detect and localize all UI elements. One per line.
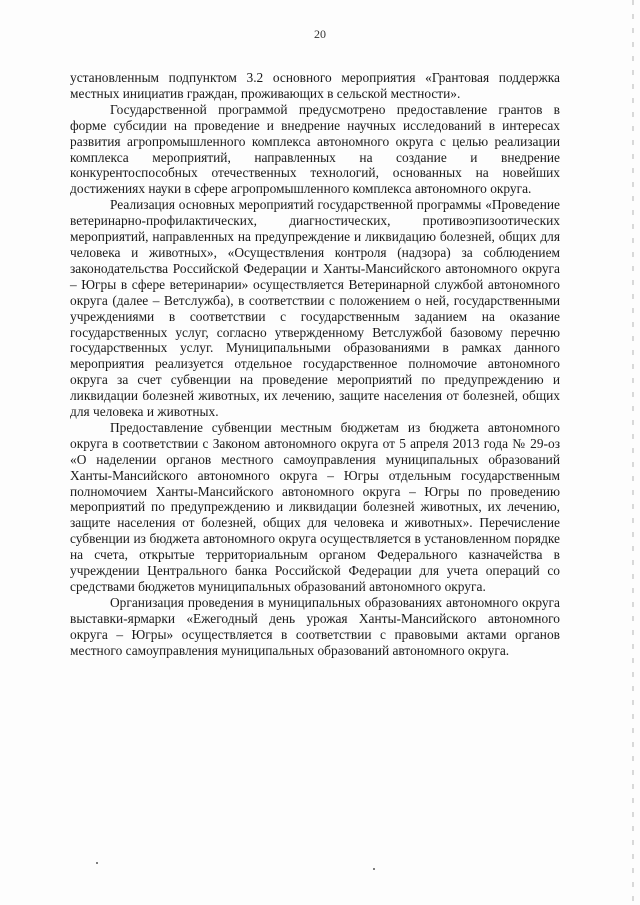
document-body [70, 70, 560, 659]
paragraph-veterinary: Реализация основных мероприятий государственной программы «Проведение ветеринарно-профилактических, диагностических, противоэпизоотических мероприятий, направленных на предупреждение и ликвидацию болезней, общих для человека и животных», «Осуществления контроля (надзора) за соблюдением законодательства Российской Федерации и Ханты-Мансийского автономного округа – Югры в сфере ветеринарии» осуществляется Ветеринарной службой автономного округа (далее – Ветслужба), в соответствии с положением о ней, государственными учреждениями в соответствии с государственным заданием на оказание государственных услуг, согласно утвержденному Ветслужбой базовому перечню государственных услуг. Муниципальными образованиями в рамках данного мероприятия реализуется отдельное государственное полномочие автономного округа за счет субвенции на проведение мероприятий по предупреждению и ликвидации болезней животных, их лечению, защите населения от болезней, общих для человека и животных. [70, 197, 560, 420]
paragraph-continuation: установленным подпунктом 3.2 основного мероприятия «Грантовая поддержка местных инициатив граждан, проживающих в сельской местности». [70, 70, 560, 101]
paragraph-subvention: Предоставление субвенции местным бюджетам из бюджета автономного округа в соответствии с Законом автономного округа от 5 апреля 2013 года № 29-оз «О наделении органов местного самоуправления муниципальных образований Ханты-Мансийского автономного округа – Югры отдельным государственным полномочием Ханты-Мансийского автономного округа – Югры по проведению мероприятий по предупреждению и ликвидации болезней животных, их лечению, защите населения от болезней, общих для человека и животных». Перечисление субвенции из бюджета автономного округа осуществляется в установленном порядке на счета, открытые территориальным органом Федерального казначейства в учреждении Центрального банка Российской Федерации для учета операций со средствами бюджетов муниципальных образований автономного округа. [70, 419, 560, 594]
scan-speck [96, 862, 98, 864]
scan-edge-artifact [632, 0, 634, 905]
paragraph-harvest-fair: Организация проведения в муниципальных образованиях автономного округа выставки-ярмарки «Ежегодный день урожая Ханты-Мансийского автономного округа – Югры» осуществляется в соответствии с правовыми актами органов местного самоуправления муниципальных образований автономного округа. [70, 594, 560, 658]
page-number: 20 [314, 27, 326, 41]
scan-speck [373, 868, 375, 870]
paragraph-grants: Государственной программой предусмотрено предоставление грантов в форме субсидии на проведение и внедрение научных исследований в интересах развития агропромышленного комплекса автономного округа с целью реализации комплекса мероприятий, направленных на создание и внедрение конкурентоспособных отечественных технологий, основанных на новейших достижениях науки в сфере агропромышленного комплекса автономного округа. [70, 101, 560, 197]
